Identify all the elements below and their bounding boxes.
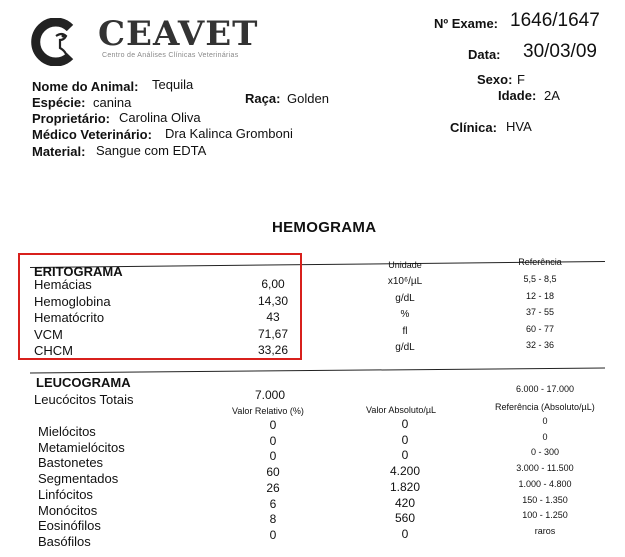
- sexo-value: F: [517, 72, 525, 87]
- eritograma-row-ref: 60 - 77: [525, 323, 555, 334]
- eritograma-row-ref: 5,5 - 8,5: [523, 274, 557, 284]
- col-relative: Valor Relativo (%): [232, 406, 304, 416]
- eritograma-row-label: Hemoglobina: [34, 293, 111, 309]
- leucograma-row-label: Basófilos: [38, 533, 91, 549]
- leucograma-row-label: Metamielócitos: [38, 439, 125, 455]
- exame-value: 1646/1647: [510, 10, 600, 31]
- leucograma-row-relative: 0: [269, 527, 277, 542]
- leucograma-row-reference: 0 - 300: [530, 447, 560, 458]
- data-label: Data:: [468, 47, 501, 62]
- sexo-label: Sexo:: [477, 72, 513, 87]
- idade-value: 2A: [544, 88, 560, 103]
- eritograma-row-ref: 12 - 18: [525, 290, 555, 301]
- especie-value: canina: [93, 95, 132, 110]
- ceavet-logo-icon: [30, 18, 82, 66]
- eritograma-row-unit: g/dL: [395, 342, 415, 353]
- nome-label: Nome do Animal:: [32, 79, 139, 94]
- eritograma-row-unit: fl: [402, 325, 408, 337]
- leucograma-row-reference: 3.000 - 11.500: [516, 463, 574, 474]
- logo-subtitle: Centro de Análises Clínicas Veterinárias: [102, 52, 239, 59]
- eritograma-row-unit: x10⁶/µL: [387, 276, 423, 287]
- eritograma-heading: ERITOGRAMA: [34, 264, 123, 279]
- leucograma-row-relative: 0: [269, 418, 277, 432]
- leucograma-row-absolute: 0: [401, 432, 409, 447]
- idade-label: Idade:: [498, 88, 537, 103]
- leucograma-row-reference: 100 - 1.250: [522, 510, 568, 521]
- leucograma-row-reference: raros: [534, 525, 556, 536]
- especie-label: Espécie:: [32, 95, 86, 110]
- leucograma-row-reference: 0: [542, 416, 548, 426]
- eritograma-row-label: Hemácias: [34, 277, 92, 292]
- leucograma-row-relative: 8: [269, 512, 277, 527]
- eritograma-row-value: 14,30: [257, 293, 289, 308]
- leucograma-row-label: Bastonetes: [38, 455, 104, 471]
- leucograma-row-absolute: 4.200: [389, 464, 421, 479]
- eritograma-row-unit: g/dL: [395, 292, 415, 304]
- nome-value: Tequila: [152, 77, 194, 92]
- eritograma-row-unit: %: [400, 309, 410, 320]
- leucograma-heading: LEUCOGRAMA: [36, 375, 131, 390]
- proprietario-label: Proprietário:: [32, 111, 111, 126]
- proprietario-value: Carolina Oliva: [119, 110, 201, 125]
- leucograma-row-reference: 1.000 - 4.800: [518, 478, 572, 489]
- clinica-label: Clínica:: [450, 120, 497, 135]
- leucograma-row-absolute: 1.820: [389, 479, 421, 494]
- leucograma-row-label: Monócitos: [38, 502, 98, 518]
- eritograma-row-value: 71,67: [257, 326, 289, 341]
- leucograma-row-relative: 0: [269, 449, 277, 464]
- unit-header: Unidade: [388, 260, 422, 270]
- exame-label: Nº Exame:: [434, 16, 498, 31]
- divider-middle: [30, 367, 605, 373]
- logo-text: CEAVET: [98, 14, 259, 54]
- material-label: Material:: [32, 144, 86, 159]
- medico-label: Médico Veterinário:: [32, 127, 152, 142]
- data-value: 30/03/09: [523, 41, 597, 62]
- eritograma-row-label: VCM: [34, 326, 63, 342]
- total-ref: 6.000 - 17.000: [515, 384, 575, 394]
- leucograma-row-relative: 0: [269, 433, 277, 448]
- ref-header: Referência: [518, 257, 562, 267]
- leucograma-row-relative: 26: [266, 480, 280, 495]
- col-absolute: Valor Absoluto/µL: [366, 405, 437, 415]
- eritograma-row-value: 6,00: [261, 277, 285, 291]
- leucograma-row-absolute: 0: [401, 526, 409, 541]
- eritograma-row-label: Hematócrito: [34, 310, 105, 325]
- leucograma-row-relative: 6: [269, 496, 277, 511]
- leucograma-row-relative: 60: [266, 465, 280, 480]
- clinica-value: HVA: [506, 119, 532, 134]
- eritograma-row-ref: 32 - 36: [525, 340, 555, 350]
- leucograma-row-absolute: 420: [394, 495, 416, 510]
- leucograma-row-reference: 150 - 1.350: [522, 494, 568, 505]
- raca-label: Raça:: [245, 91, 281, 106]
- highlight-box: [18, 253, 302, 360]
- eritograma-row-value: 43: [266, 310, 280, 324]
- page-title: HEMOGRAMA: [272, 219, 377, 236]
- leucograma-row-label: Linfócitos: [38, 486, 93, 502]
- col-reference: Referência (Absoluto/µL): [495, 402, 595, 412]
- medico-value: Dra Kalinca Gromboni: [165, 126, 293, 141]
- leucograma-row-label: Mielócitos: [38, 424, 96, 439]
- total-label: Leucócitos Totais: [34, 392, 134, 407]
- eritograma-row-value: 33,26: [257, 343, 289, 357]
- material-value: Sangue com EDTA: [96, 143, 207, 158]
- total-value: 7.000: [254, 388, 286, 402]
- leucograma-row-label: Segmentados: [38, 471, 119, 487]
- leucograma-row-absolute: 560: [394, 511, 416, 526]
- raca-value: Golden: [287, 91, 329, 106]
- leucograma-row-absolute: 0: [401, 448, 409, 463]
- eritograma-row-ref: 37 - 55: [525, 307, 555, 317]
- eritograma-row-label: CHCM: [34, 343, 73, 358]
- leucograma-row-reference: 0: [542, 431, 548, 442]
- leucograma-row-label: Eosinófilos: [38, 518, 101, 534]
- leucograma-row-absolute: 0: [401, 417, 409, 431]
